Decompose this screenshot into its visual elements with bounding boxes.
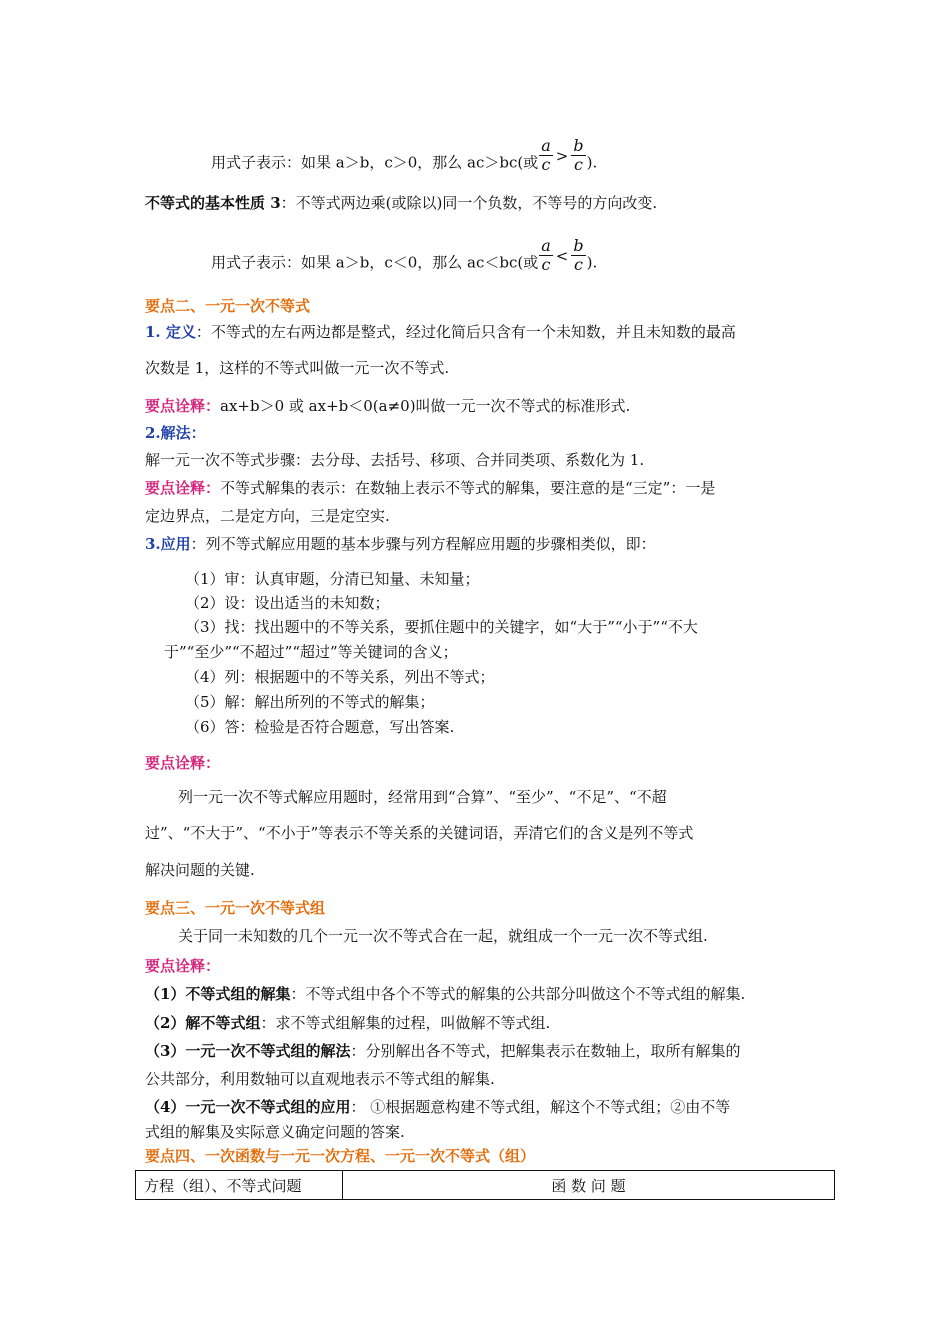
formula-text: 用式子表示：如果 a＞b，c＞0，那么 ac＞bc(或 [211,153,539,172]
item-4-continued: 式组的解集及实际意义确定问题的答案. [145,1123,405,1141]
formula-text: 用式子表示：如果 a＞b，c＜0，那么 ac＜bc(或 [211,253,539,272]
system-definition: 关于同一未知数的几个一元一次不等式合在一起，就组成一个一元一次不等式组. [178,927,708,945]
step-5: （5）解：解出所列的不等式的解集； [185,693,435,711]
item-1 [145,983,745,1005]
formula-line-property-2 [211,136,598,182]
step-6: （6）答：检验是否符合题意，写出答案. [185,718,455,736]
item-4-text: ： ①根据题意构建不等式组，解这个不等式组；②由不等 [350,1098,731,1116]
definition-line [145,321,736,343]
section-2-heading: 要点二、一元一次不等式 [145,297,311,315]
solution-steps: 解一元一次不等式步骤：去分母、去括号、移项、合并同类项、系数化为 1. [145,451,645,469]
step-3-continued: 于”“至少”“不超过”“超过”等关键词的含义； [164,643,458,661]
item-2-text: ：求不等式组解集的过程，叫做解不等式组. [260,1014,551,1032]
definition-label: 1. 定义 [145,323,196,341]
formula-close: ). [586,153,598,172]
relation-sign: > [555,146,569,165]
item-3-continued: 公共部分，利用数轴可以直观地表示不等式组的解集. [145,1070,495,1088]
note-heading-2: 要点诠释： [145,957,221,975]
note-text: 不等式解集的表示：在数轴上表示不等式的解集，要注意的是“三定”：一是 [220,479,716,497]
step-1: （1）审：认真审题，分清已知量、未知量； [185,570,480,588]
application-line [145,533,656,555]
property-3-line [145,192,657,214]
definition-text: ：不等式的左右两边都是整式，经过化简后只含有一个未知数，并且未知数的最高 [195,323,736,341]
item-4-label: （4）一元一次不等式组的应用 [145,1098,351,1116]
note-paragraph-line-3: 解决问题的关键. [145,861,255,879]
item-2 [145,1012,550,1034]
application-label: 3.应用 [145,535,191,553]
item-4 [145,1096,730,1118]
table-header-equation: 方程（组）、不等式问题 [136,1171,343,1200]
fraction-a-over-c: $\frac{a}{c}$ [541,136,551,174]
section-4-heading: 要点四、一次函数与一元一次方程、一元一次不等式（组） [145,1147,536,1165]
fraction-a-over-c: $\frac{a}{c}$ [541,236,551,274]
step-3: （3）找：找出题中的不等关系，要抓住题中的关键字，如“大于”“小于”“不大 [185,618,698,636]
note-heading: 要点诠释： [145,754,221,772]
note-label: 要点诠释： [145,479,221,497]
item-3 [145,1040,740,1062]
table-row [136,1171,835,1200]
note-paragraph-line-2: 过”、“不大于”、“不小于”等表示不等关系的关键词语，弄清它们的含义是列不等式 [145,824,694,842]
note-label: 要点诠释： [145,397,221,415]
note-standard-form [145,395,630,417]
step-2: （2）设：设出适当的未知数； [185,594,390,612]
note-text: ax+b＞0 或 ax+b＜0(a≠0)叫做一元一次不等式的标准形式. [220,397,631,415]
definition-continued: 次数是 1，这样的不等式叫做一元一次不等式. [145,359,450,377]
fraction-b-over-c: $\frac{b}{c}$ [573,136,584,174]
item-3-text: ：分别解出各不等式，把解集表示在数轴上，取所有解集的 [350,1042,741,1060]
solution-method-heading: 2.解法： [145,424,206,442]
property-3-label: 不等式的基本性质 3 [145,194,281,212]
formula-line-property-3 [211,236,598,282]
step-4: （4）列：根据题中的不等关系，列出不等式； [185,668,495,686]
note-solution-set [145,477,715,499]
table-header-function: 函 数 问 题 [343,1171,835,1200]
fraction-b-over-c: $\frac{b}{c}$ [573,236,584,274]
note-solution-set-continued: 定边界点，二是定方向，三是定空实. [145,507,390,525]
note-paragraph-line-1: 列一元一次不等式解应用题时，经常用到“合算”、“至少”、“不足”、“不超 [178,788,667,806]
item-3-label: （3）一元一次不等式组的解法 [145,1042,351,1060]
application-text: ：列不等式解应用题的基本步骤与列方程解应用题的步骤相类似，即： [190,535,656,553]
section-3-heading: 要点三、一元一次不等式组 [145,899,326,917]
item-1-label: （1）不等式组的解集 [145,985,291,1003]
item-2-label: （2）解不等式组 [145,1014,261,1032]
relation-sign: < [555,246,569,265]
property-3-text: ：不等式两边乘(或除以)同一个负数，不等号的方向改变. [280,194,658,212]
formula-close: ). [586,253,598,272]
comparison-table [135,1170,835,1200]
item-1-text: ：不等式组中各个不等式的解集的公共部分叫做这个不等式组的解集. [290,985,746,1003]
